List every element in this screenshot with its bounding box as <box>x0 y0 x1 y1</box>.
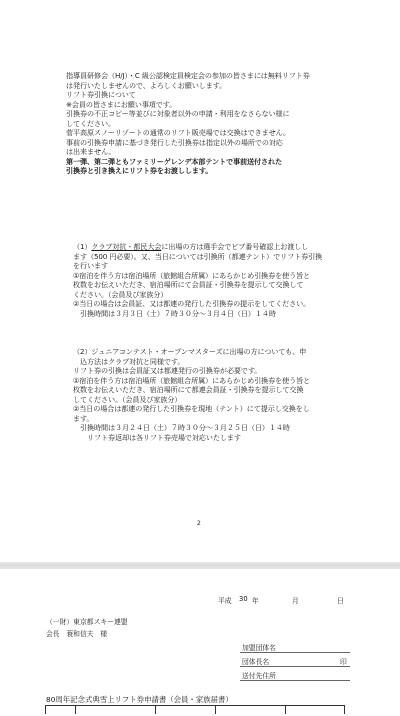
group-head-label: 団体長名 <box>242 658 270 666</box>
event-name-underlined: クラブ対抗・都民大会 <box>91 242 162 251</box>
junior-line: 込方法はクラブ対抗と同様です。 <box>73 356 185 366</box>
date-year-label: 年 <box>252 597 259 605</box>
notice-line: 事前の引換券申請に基づき発行した引換券は指定以外の場所での対応 <box>66 137 283 147</box>
notice-line: は発行いたしませんので、よろしくお願いします。 <box>66 80 227 90</box>
club-event-line: ください。（会員及び家族分） <box>73 289 168 299</box>
club-event-line: を行います <box>73 261 108 270</box>
lift-return-line: リフト券返却は各リフト券売場で対応いたします <box>73 432 241 442</box>
notice-line: 引換券の不正コピー等並びに対象者以外の申請・利用をなさらない様に <box>66 109 290 118</box>
notice-line: してください。 <box>66 118 115 128</box>
page-number: 2 <box>197 520 201 527</box>
line-text: に出場の方は選手会でビブ番号確認上お渡しし <box>161 242 309 251</box>
seal-mark: 印 <box>340 658 347 666</box>
addressee-person: 会長 蓑和信夫 様 <box>46 630 108 638</box>
junior-masters-section <box>73 347 310 442</box>
junior-line: （2）ジュニアコンテスト・オープンマスターズに出場の方についても、申 <box>73 347 307 356</box>
exchange-time-line: 引換時間は３月２４日（土）７時３０分～３月２５日（日）１４時 <box>73 423 290 432</box>
form-title: 80周年記念式典雪上リフト券申請書（会員・家族届書） <box>46 695 233 704</box>
date-era: 平成 <box>218 597 232 605</box>
group-name-field <box>240 652 350 653</box>
club-event-section <box>73 242 322 318</box>
notice-line-bold: 引換券と引き換えにリフト券をお渡しします。 <box>66 166 213 175</box>
club-event-line <box>73 242 322 252</box>
notice-line: 指導員研修会（H/J）・C 級公認検定員検定会の参加の皆さまには無料リフト券 <box>66 71 310 80</box>
junior-line: ます。 <box>73 413 94 423</box>
junior-line: ①宿泊を伴う方は宿泊場所（旅館組合所属）にあらかじめ引換券を使う旨と <box>73 375 311 385</box>
club-event-line: ます（500 円必要）。又、当日については引換所（都連テント）でリフト券引換 <box>73 251 323 261</box>
notice-section <box>66 71 310 176</box>
date-month-label: 月 <box>292 597 299 605</box>
exchange-time-line: 引換時間は３月３日（土）７時３０分～３月４日（日）１４時 <box>73 308 276 318</box>
page-separator <box>0 562 400 569</box>
notice-line: 菅平高原スノーリゾートの通常のリフト販売場では交換はできません。 <box>66 128 291 137</box>
notice-line: リフト券引換について <box>66 90 136 99</box>
document-page-2 <box>0 569 400 711</box>
group-name-label: 加盟団体名 <box>242 644 276 652</box>
junior-line: リフト券の引換は会員証又は都連発行の引換券が必要です。 <box>73 366 262 375</box>
junior-line: ②当日の場合は都連の発行した引換券を現地（テント）にて提示し交換をし <box>73 404 310 413</box>
address-label: 送付先住所 <box>242 672 276 680</box>
date-day-label: 日 <box>337 597 344 605</box>
club-event-line: 枚数をお伝えいただき、宿泊場所にて会員証・引換券を提示して交換して <box>73 280 304 289</box>
junior-line: 枚数をお伝えいただき、宿泊場所にて都連会員証・引換券を提示して交換 <box>73 385 304 394</box>
club-event-line: ①宿泊を伴う方は宿泊場所（旅館組合所属）にあらかじめ引換券を使う旨と <box>73 270 311 280</box>
club-event-line: ②当日の場合は会員証、又は都連の発行した引換券の提示をしてください。 <box>73 299 311 308</box>
address-field <box>240 680 350 681</box>
addressee-org: （一財）東京都スキー連盟 <box>46 618 128 626</box>
group-head-field <box>240 666 350 667</box>
notice-line: は出来ません。 <box>66 147 116 156</box>
notice-line-bold: 第一弾、第二弾ともファミリーゲレンデ本部テントで事前送付された <box>66 156 282 166</box>
date-year: 30 <box>239 595 248 603</box>
notice-line: ※会員の皆さまにお願い事項です。 <box>66 99 177 109</box>
item-number: （1） <box>73 242 92 251</box>
junior-line: してください。（会員及び家族分） <box>73 394 182 404</box>
